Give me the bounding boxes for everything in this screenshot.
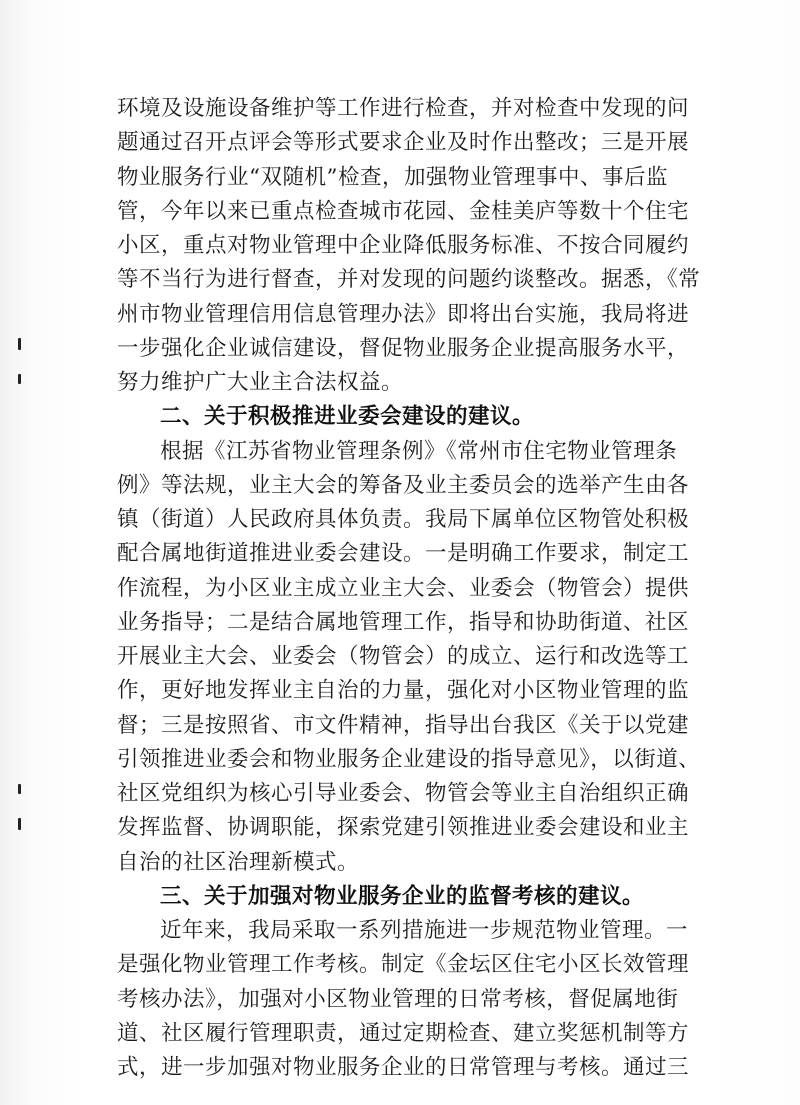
text-line-4: 管，今年以来已重点检查城市花园、金桂美庐等数十个住宅 [117, 199, 690, 224]
text-line-29: 式，进一步加强对物业服务企业的日常管理与考核。通过三 [117, 1055, 690, 1080]
text-line-5: 小区，重点对物业管理中企业降低服务标准、不按合同履约 [117, 233, 690, 258]
text-line-28: 道、社区履行管理职责，通过定期检查、建立奖惩机制等方 [117, 1021, 690, 1046]
text-line-27: 考核办法》，加强对小区物业管理的日常考核，督促属地街 [117, 987, 679, 1012]
binding-mark-bottom-2 [18, 818, 21, 830]
binding-mark-top-1 [18, 338, 21, 350]
text-line-25: 近年来，我局采取一系列措施进一步规范物业管理。一 [160, 918, 689, 943]
text-line-1: 环境及设施设备维护等工作进行检查，并对检查中发现的问 [117, 96, 690, 121]
text-line-15: 作流程，为小区业主成立业主大会、业委会（物管会）提供 [117, 576, 690, 601]
text-line-14: 配合属地街道推进业委会建设。一是明确工作要求，制定工 [117, 541, 690, 566]
text-line-26: 是强化物业管理工作考核。制定《金坛区住宅小区长效管理 [117, 952, 690, 977]
text-line-19: 督；三是按照省、市文件精神，指导出台我区《关于以党建 [117, 713, 690, 738]
text-line-22: 发挥监督、协调职能，探索党建引领推进业委会建设和业主 [117, 815, 690, 840]
text-line-23: 自治的社区治理新模式。 [117, 850, 360, 875]
text-line-17: 开展业主大会、业委会（物管会）的成立、运行和改选等工 [117, 644, 690, 669]
text-line-13: 镇（街道）人民政府具体负责。我局下属单位区物管处积极 [117, 507, 690, 532]
text-line-6: 等不当行为进行督查，并对发现的问题约谈整改。据悉，《常 [117, 267, 701, 292]
text-line-18: 作，更好地发挥业主自治的力量，强化对小区物业管理的监 [117, 678, 690, 703]
binding-mark-bottom-1 [18, 784, 21, 794]
text-line-2: 题通过召开点评会等形式要求企业及时作出整改；三是开展 [117, 130, 690, 155]
text-line-20: 引领推进业委会和物业服务企业建设的指导意见》，以街道、 [117, 747, 701, 772]
text-line-3: 物业服务行业“双随机”检查，加强物业管理事中、事后监 [117, 165, 668, 190]
text-line-8: 一步强化企业诚信建设，督促物业服务企业提高服务水平， [117, 336, 690, 361]
text-line-16: 业务指导；二是结合属地管理工作，指导和协助街道、社区 [117, 610, 690, 635]
section-heading-2: 二、关于积极推进业委会建设的建议。 [160, 404, 535, 429]
binding-mark-top-2 [18, 374, 21, 384]
text-line-21: 社区党组织为核心引导业委会、物管会等业主自治组织正确 [117, 781, 690, 806]
text-line-12: 例》等法规，业主大会的筹备及业主委员会的选举产生由各 [117, 473, 690, 498]
section-heading-3: 三、关于加强对物业服务企业的监督考核的建议。 [160, 884, 645, 909]
text-line-7: 州市物业管理信用信息管理办法》即将出台实施，我局将进 [117, 302, 690, 327]
text-line-11: 根据《江苏省物业管理条例》《常州市住宅物业管理条 [160, 439, 678, 464]
text-line-9: 努力维护广大业主合法权益。 [117, 370, 404, 395]
